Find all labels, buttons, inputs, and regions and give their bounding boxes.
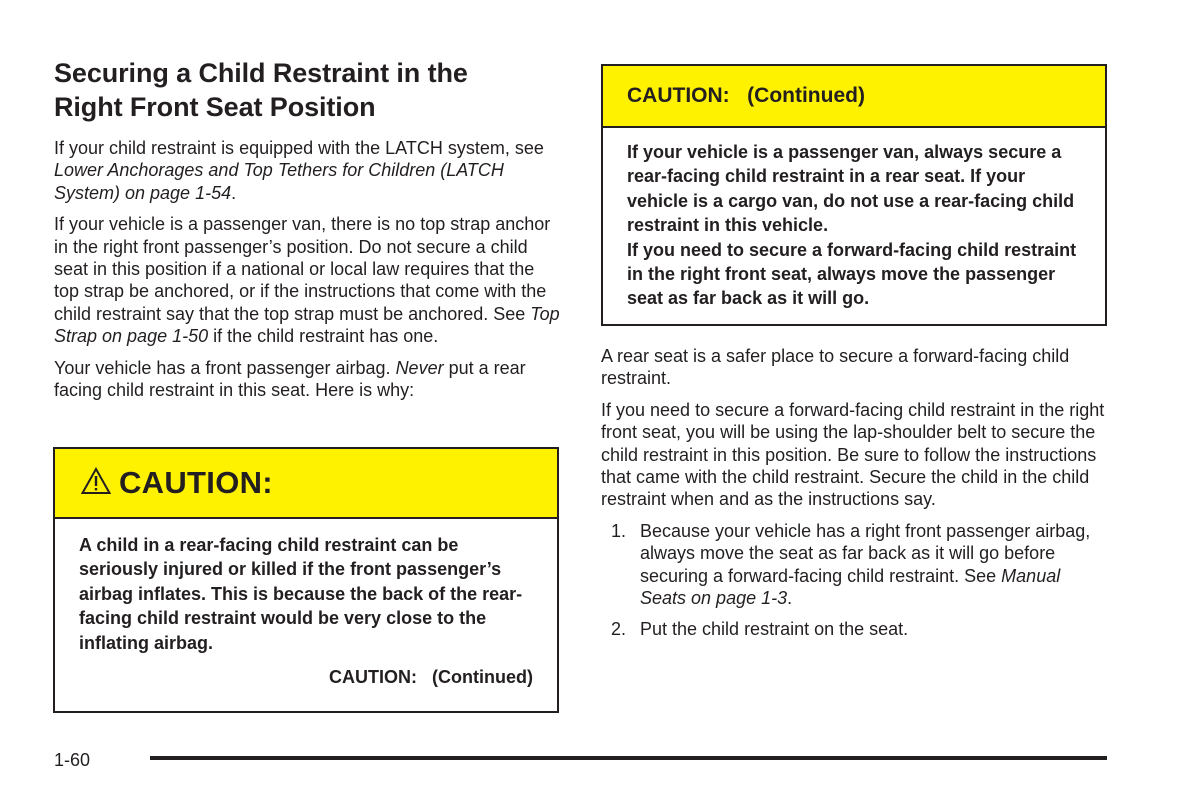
caution-header — [55, 449, 557, 519]
step-number: 2. — [611, 619, 627, 640]
paragraph-forward-facing: If you need to secure a forward-facing child restraint in the right front seat, you will be using the lap-shoulder belt to secure the child restraint in this position. Be sure to follow the instructions that came with the child restraint. Secure the child in the child restraint when and as the instructions say. — [601, 399, 1105, 510]
caution-continued-body — [603, 128, 1105, 311]
step-text: Because your vehicle has a right front passenger airbag, always move the seat as far back as it will go before securing a forward-facing child restraint. See Manual Seats on page 1-3. — [640, 520, 1091, 609]
caution-box-continued — [601, 64, 1107, 326]
paragraph-latch: If your child restraint is equipped with the LATCH system, see Lower Anchorages and Top Tethers for Children (LATCH System) on page 1-54. — [54, 138, 544, 203]
caution-continued-label: CAUTION: (Continued) — [329, 667, 533, 688]
right-column — [601, 64, 1107, 650]
paragraph-rear-seat: A rear seat is a safer place to secure a forward-facing child restraint. — [601, 346, 1070, 389]
manual-seats-reference-link[interactable]: Manual Seats on page 1-3 — [640, 565, 1061, 609]
top-strap-reference-link[interactable]: Top Strap on page 1-50 — [54, 303, 560, 347]
list-item — [601, 618, 1107, 640]
warning-triangle-icon — [81, 467, 111, 495]
caution-text: A child in a rear-facing child restraint can be seriously injured or killed if the front passenger’s airbag inflates. This is because the back of the rear-facing child restraint would be very close to the inflating airbag. — [79, 535, 523, 653]
steps-list — [601, 520, 1107, 641]
caution-continued-header — [603, 66, 1105, 128]
caution-continued-heading: CAUTION: (Continued) — [627, 84, 865, 107]
caution-forward-facing-text: If you need to secure a forward-facing child restraint in the right front seat, always move the passenger seat as far back as it will go. — [627, 239, 1077, 309]
caution-heading: CAUTION: — [119, 465, 273, 500]
footer-rule — [150, 756, 1107, 760]
list-item — [601, 520, 1107, 610]
paragraph-airbag: Your vehicle has a front passenger airbag. Never put a rear facing child restraint in this seat. Here is why: — [54, 357, 526, 401]
step-text: Put the child restraint on the seat. — [640, 619, 909, 640]
title-line-2: Right Front Seat Position — [54, 92, 376, 122]
caution-box-airbag — [53, 447, 559, 713]
latch-reference-link[interactable]: Lower Anchorages and Top Tethers for Children (LATCH System) on page 1-54 — [54, 160, 504, 203]
emphasis-never: Never — [395, 357, 444, 378]
right-body — [601, 345, 1107, 641]
page-number: 1-60 — [54, 750, 91, 770]
caution-body — [55, 519, 557, 688]
paragraph-passenger-van: If your vehicle is a passenger van, there is no top strap anchor in the right front passenger’s position. Do not secure a child seat in this position if a national or local law requires that the top strap be anchored, or if the instructions that come with the child restraint say that the top strap must be anchored. See Top Strap on page 1-50 if the child restraint has one. — [54, 214, 560, 347]
caution-van-text: If your vehicle is a passenger van, always secure a rear-facing child restraint in a rear seat. If your vehicle is a cargo van, do not use a rear-facing child restraint in this vehicle. — [627, 142, 1075, 236]
step-number: 1. — [611, 520, 627, 541]
title-line-1: Securing a Child Restraint in the — [54, 58, 468, 88]
left-column — [54, 56, 560, 410]
section-title — [54, 56, 560, 124]
